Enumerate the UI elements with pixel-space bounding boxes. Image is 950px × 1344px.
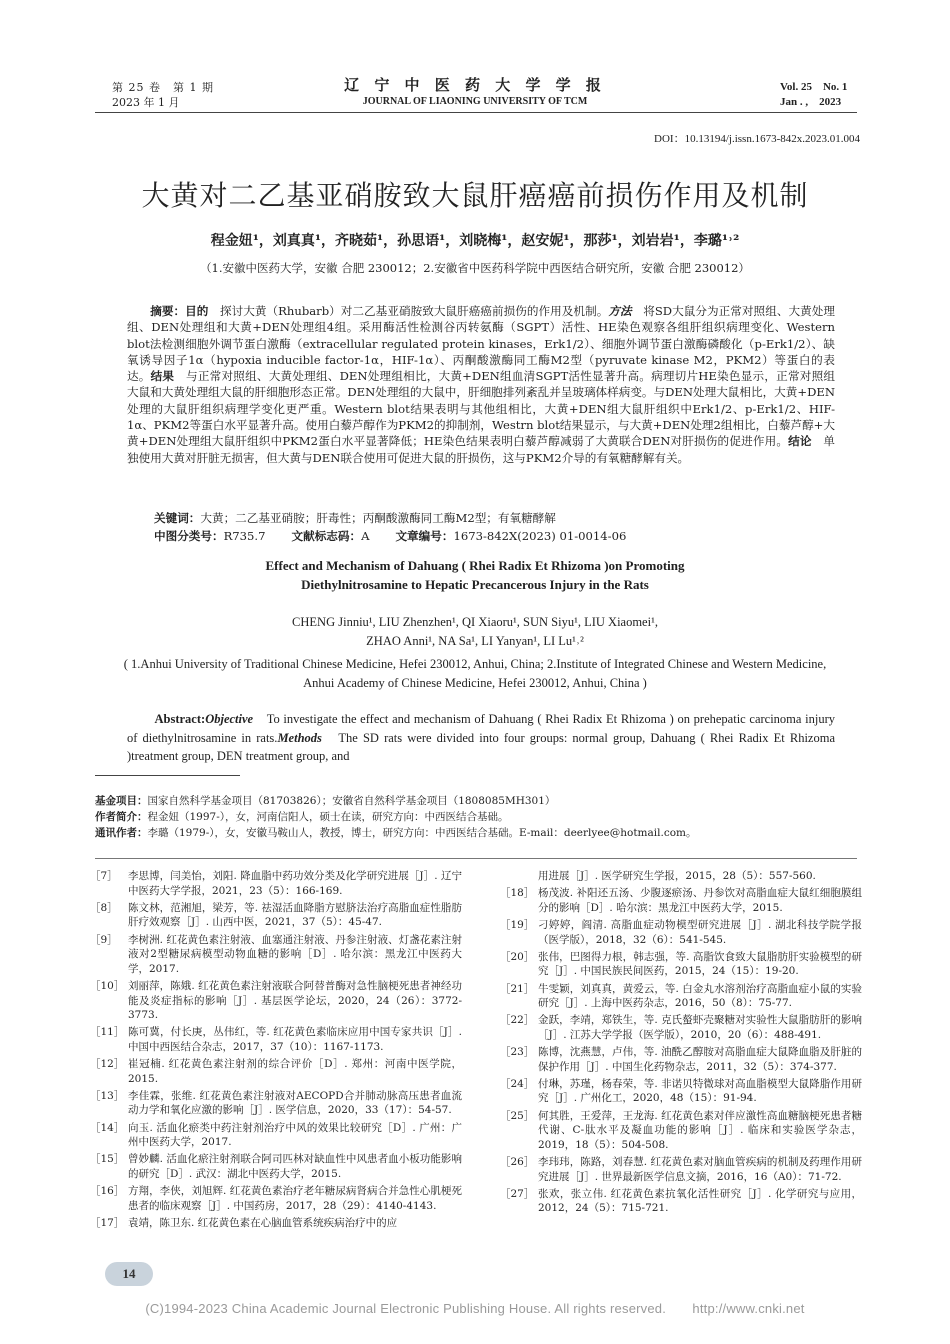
- reference-number: ［25］: [500, 1109, 535, 1122]
- article-title-cn: 大黄对二乙基亚硝胺致大鼠肝癌癌前损伤作用及机制: [141, 179, 809, 212]
- reference-item: [90, 869, 462, 898]
- reference-number: ［27］: [500, 1187, 535, 1200]
- author-label: 作者简介：: [95, 811, 148, 823]
- reference-text: 陈文林，范湘旭，梁芳，等. 祛湿活血降脂方慰脐法治疗高脂血症性脂肪肝疗效观察［J］. 山西中医，2021，37（5）：45-47.: [128, 901, 462, 929]
- reference-item: [90, 1121, 462, 1150]
- reference-item: [500, 1109, 862, 1153]
- copyright-notice: (C)1994-2023 China Academic Journal Electronic Publishing House. All rights reserved. http://www.cnki.net: [145, 1301, 805, 1316]
- date-en: Jan . , 2023: [780, 96, 842, 108]
- abstract-cn-label: 摘要：: [150, 304, 186, 318]
- reference-number: ［7］: [90, 870, 118, 882]
- reference-number: ［16］: [90, 1185, 125, 1198]
- reference-text: 李玮玮，陈路，刘春慧. 红花黄色素对脑血管疾病的机制及药理作用研究进展［J］. 世界最新医学信息文摘，2016，16（A0）：71-72.: [538, 1156, 862, 1183]
- authors-en-line2: ZHAO Anni¹, NA Sa¹, LI Yanyan¹, LI Lu¹˒²: [366, 634, 584, 648]
- reference-number: ［17］: [90, 1217, 125, 1229]
- journal-name-cn: 辽 宁 中 医 药 大 学 学 报: [344, 76, 606, 94]
- reference-text: 杨茂波. 补阳还五汤、少腹逐瘀汤、丹参饮对高脂血症大鼠红细胞膜组分的影响［D］. 哈尔滨：黑龙江中医药大学，2015.: [538, 887, 862, 914]
- author-note: [95, 809, 855, 825]
- methods-label-cn: 方法: [608, 304, 632, 318]
- reference-text: 向玉. 活血化瘀类中药注射剂治疗中风的效果比较研究［D］. 广州：广州中医药大学，2017.: [128, 1121, 462, 1149]
- reference-item: [90, 1216, 462, 1231]
- reference-item: [90, 1025, 462, 1054]
- reference-number: ［22］: [500, 1014, 535, 1027]
- reference-number: ［23］: [500, 1046, 535, 1059]
- objective-cn: 探讨大黄（Rhubarb）对二乙基亚硝胺致大鼠肝癌癌前损伤的作用及机制。: [208, 304, 609, 318]
- reference-item: [90, 1057, 462, 1086]
- reference-text: 曾妙麟. 活血化瘀注射剂联合阿司匹林对缺血性中风患者血小板功能影响的研究［D］. 武汉：湖北中医药大学，2015.: [128, 1153, 462, 1181]
- affiliations-en: ( 1.Anhui University of Traditional Chinese Medicine, Hefei 230012, Anhui, China; 2.Institute of Integrated Chinese and Western Medicine, Anhui Academy of Chinese Medicine, Hefei 230012, Anhui, China ): [123, 657, 827, 690]
- references-rule: [95, 858, 857, 859]
- reference-item: [90, 1089, 462, 1118]
- header-rule: [95, 112, 857, 113]
- classification-line: [154, 528, 834, 544]
- reference-item: [500, 950, 862, 979]
- authors-en: [0, 613, 950, 651]
- conclusion-label-cn: 结论: [788, 434, 812, 449]
- reference-number: ［24］: [500, 1077, 535, 1090]
- doc-code-value: A: [361, 529, 370, 543]
- reference-item: [500, 1155, 862, 1184]
- article-no-value: 1673-842X(2023) 01-0014-06: [453, 529, 627, 543]
- affiliations-cn: （1.安徽中医药大学，安徽 合肥 230012；2.安徽省中医药科学院中西医结合研究所，安徽 合肥 230012）: [200, 261, 750, 275]
- article-title-en: [0, 556, 950, 594]
- reference-text: 陈博，沈燕慧，卢伟，等. 油酰乙醇胺对高脂血症大鼠降血脂及肝脏的保护作用［J］. 中国生化药物杂志，2011，32（5）：374-377.: [538, 1046, 862, 1073]
- reference-text: 付琳，苏瑾，杨春荣，等. 非诺贝特微球对高血脂模型大鼠降脂作用研究［J］. 广州化工，2020，48（15）：91-94.: [538, 1077, 862, 1105]
- fund-text: 国家自然科学基金项目（81703826）；安徽省自然科学基金项目（1808085MH301）: [147, 795, 556, 807]
- reference-item: [90, 933, 462, 977]
- objective-label-cn: 目的: [185, 304, 209, 318]
- references-left-column: [90, 869, 462, 1233]
- reference-text: 牛雯颖，刘真真，黄爱云，等. 白金丸水溶剂治疗高脂血症小鼠的实验研究［J］. 上海中医药杂志，2016，50（8）：75-77.: [538, 982, 862, 1010]
- reference-number: ［13］: [90, 1089, 125, 1102]
- methods-cn: 将SD大鼠分为正常对照组、大黄处理组、DEN处理组和大黄+DEN处理组4组。采用酶活性检测谷丙转氨酶（SGPT）活性、HE染色观察各组肝组织病理变化、Western blot法检测细胞外调节蛋白激酶（extracellular regulated protein kinases，Erk1/2）、细胞外调节蛋白激酶磷酸化（p-Erk1/2）、缺氧诱导因子1α（hypoxia inducible factor-1α，HIF-1α）、丙酮酸激酶同工酶M2型（pyruvate kinase M2，PKM2）等蛋白的表达。: [127, 304, 835, 384]
- authors-cn: 程金妞¹，刘真真¹，齐晓茹¹，孙思语¹，刘晓梅¹，赵安妮¹，那莎¹，刘岩岩¹，李璐¹˒²: [210, 233, 740, 249]
- clc-label: 中图分类号：: [154, 529, 224, 543]
- reference-text: 李思博，闫美怡，刘阳. 降血脂中药功效分类及化学研究进展［J］. 辽宁中医药大学学报，2021，23（5）：166-169.: [128, 870, 462, 897]
- fund-label: 基金项目：: [95, 795, 148, 807]
- reference-item: [500, 1187, 862, 1216]
- title-en-line2: Diethylnitrosamine to Hepatic Precancerous Injury in the Rats: [301, 577, 649, 592]
- reference-text: 陈可冀，付长庚，丛伟红，等. 红花黄色素临床应用中国专家共识［J］. 中国中西医结合杂志，2017，37（10）：1167-1173.: [128, 1026, 462, 1053]
- keywords-cn: [154, 510, 834, 526]
- clc-value: R735.7: [223, 529, 266, 543]
- reference-item: [90, 1152, 462, 1181]
- journal-name-en: JOURNAL OF LIAONING UNIVERSITY OF TCM: [362, 96, 588, 107]
- reference-text: 袁靖，陈卫东. 红花黄色素在心脑血管系统疾病治疗中的应: [128, 1217, 398, 1229]
- reference-item: [90, 979, 462, 1023]
- reference-item: [500, 982, 862, 1011]
- article-no-label: 文章编号：: [395, 529, 454, 543]
- date-cn: 2023 年 1 月: [112, 96, 180, 109]
- conclusion-cn: 单独使用大黄对肝脏无损害，但大黄与DEN联合使用可促进大鼠的肝损伤，这与PKM2介导的有氧糖酵解有关。: [127, 434, 835, 465]
- reference-number: ［26］: [500, 1156, 535, 1169]
- reference-continuation: [500, 869, 862, 884]
- reference-number: ［12］: [90, 1058, 125, 1071]
- volume-issue-cn: 第 25 卷 第 1 期: [112, 81, 214, 94]
- volume-issue-en: Vol. 25 No. 1: [780, 81, 848, 93]
- reference-item: [500, 918, 862, 947]
- reference-number: ［21］: [500, 982, 535, 995]
- abstract-en: [127, 710, 835, 766]
- reference-text: 李树洲. 红花黄色素注射液、血塞通注射液、丹参注射液、灯盏花素注射液对2型糖尿病模型动物血糖的影响［D］. 哈尔滨：黑龙江中医药大学，2017.: [128, 933, 462, 975]
- corr-note: [95, 825, 855, 841]
- reference-text: 何其胜，王爱萍，王龙海. 红花黄色素对伴应激性高血糖脑梗死患者糖代谢、C-肽水平及凝血功能的影响［J］. 临床和实验医学杂志，2019，18（5）：504-508.: [538, 1109, 862, 1151]
- authors-en-line1: CHENG Jinniu¹, LIU Zhenzhen¹, QI Xiaoru¹, SUN Siyu¹, LIU Xiaomei¹,: [292, 615, 658, 629]
- references-right-column: [500, 869, 862, 1219]
- author-text: 程金妞（1997-），女，河南信阳人，硕士在读，研究方向：中西医结合基础。: [147, 811, 509, 823]
- reference-text: 崔冠楠. 红花黄色素注射剂的综合评价［D］. 郑州：河南中医学院，2015.: [128, 1058, 462, 1085]
- reference-number: ［8］: [90, 901, 118, 914]
- page-number: 14: [105, 1262, 153, 1286]
- results-label-cn: 结果: [150, 369, 175, 384]
- objective-label-en: Objective: [205, 712, 254, 726]
- reference-item: [500, 1077, 862, 1106]
- reference-number: ［15］: [90, 1153, 125, 1166]
- fund-note: [95, 793, 855, 809]
- reference-number: ［20］: [500, 950, 535, 963]
- reference-text: 张欢，张立伟. 红花黄色素抗氧化活性研究［J］. 化学研究与应用，2012，24（5）：715-721.: [538, 1187, 862, 1215]
- reference-number: ［14］: [90, 1121, 125, 1134]
- corr-label: 通讯作者：: [95, 827, 148, 839]
- header-volume-en: [780, 80, 847, 110]
- corr-text: 李璐（1979-），女，安徽马鞍山人，教授，博士，研究方向：中西医结合基础。E-mail：deerlyee@hotmail.com。: [147, 827, 697, 839]
- reference-text: 刁婷婷，阎清. 高脂血症动物模型研究进展［J］. 湖北科技学院学报（医学版），2018，32（6）：541-545.: [538, 918, 862, 946]
- reference-text: 方翔，李侠，刘旭辉. 红花黄色素治疗老年糖尿病肾病合并急性心肌梗死患者的临床观察［J］. 中国药房，2017，28（29）：4140-4143.: [128, 1185, 462, 1212]
- reference-text: 李佳霖，张维. 红花黄色素注射液对AECOPD合并肺动脉高压患者血流动力学和氧化应激的影响［J］. 医学信息，2020，33（17）：54-57.: [128, 1089, 462, 1117]
- reference-number: ［11］: [90, 1026, 125, 1039]
- title-en-line1: Effect and Mechanism of Dahuang ( Rhei Radix Et Rhizoma )on Promoting: [265, 558, 685, 573]
- footnote-rule: [95, 775, 240, 776]
- reference-text: 张伟，巴图得力根，韩志强，等. 高脂饮食致大鼠脂肪肝实验模型的研究［J］. 中国民族民间医药，2015，24（15）：19-20.: [538, 950, 862, 978]
- abstract-en-label: Abstract:: [154, 712, 206, 726]
- doi[interactable]: DOI：10.13194/j.issn.1673-842x.2023.01.004: [654, 133, 860, 145]
- reference-number: ［9］: [90, 933, 118, 946]
- reference-number: ［10］: [90, 979, 125, 992]
- reference-number: ［19］: [500, 918, 535, 931]
- reference-item: [500, 1045, 862, 1074]
- reference-text: 刘丽萍，陈娥. 红花黄色素注射液联合阿替普酶对急性脑梗死患者神经功能及炎症指标的影响［J］. 基层医学论坛，2020，24（26）：3772-3773.: [128, 979, 462, 1022]
- reference-item: [500, 886, 862, 915]
- objective-en: To investigate the effect and mechanism of Dahuang ( Rhei Radix Et Rhizoma ) on prehepatic carcinoma injury of diethylnitrosamine in rats.: [127, 712, 835, 745]
- reference-item: [90, 901, 462, 930]
- reference-text: 金跃，李靖，郑铁生，等. 克氏螯虾壳聚糖对实验性大鼠脂肪肝的影响［J］. 江苏大学学报（医学版），2010，20（6）：488-491.: [538, 1014, 862, 1041]
- footnotes: [95, 793, 855, 841]
- reference-number: ［18］: [500, 887, 535, 900]
- results-cn: 与正常对照组、大黄处理组、DEN处理组相比，大黄+DEN组血清SGPT活性显著升高。病理切片HE染色显示，正常对照组大鼠和大黄处理组大鼠的肝细胞形态正常。DEN处理组的大鼠中，肝细胞排列紊乱并呈玻璃体样病变。与DEN处理大鼠相比，大黄+DEN处理的大鼠肝组织病理学变化更严重。Western blot结果表明与其他组相比，大黄+DEN组大鼠肝组织中Erk1/2、p-Erk1/2、HIF-1α、PKM2等蛋白水平显著升高。使用白藜芦醇作为PKM2的抑制剂，Westrn blot结果显示，与大黄+DEN处理2组相比，白藜芦醇+大黄+DEN处理组大鼠肝组织中PKM2蛋白水平显著降低；HE染色结果表明白藜芦醇减弱了大黄联合DEN对肝损伤的促进作用。: [127, 369, 835, 449]
- doc-code-label: 文献标志码：: [291, 529, 362, 543]
- methods-label-en: Methods: [277, 730, 322, 745]
- keywords-label: 关键词：: [154, 511, 201, 525]
- reference-continuation-text: 用进展［J］. 医学研究生学报，2015，28（5）：557-560.: [538, 870, 816, 882]
- reference-item: [90, 1184, 462, 1213]
- abstract-cn: [127, 303, 835, 466]
- reference-item: [500, 1013, 862, 1042]
- keywords-text: 大黄；二乙基亚硝胺；肝毒性；丙酮酸激酶同工酶M2型；有氧糖酵解: [200, 511, 556, 525]
- methods-en: The SD rats were divided into four groups: normal group, Dahuang ( Rhei Radix Et Rhizoma )treatment group, DEN treatment group, and: [127, 730, 836, 763]
